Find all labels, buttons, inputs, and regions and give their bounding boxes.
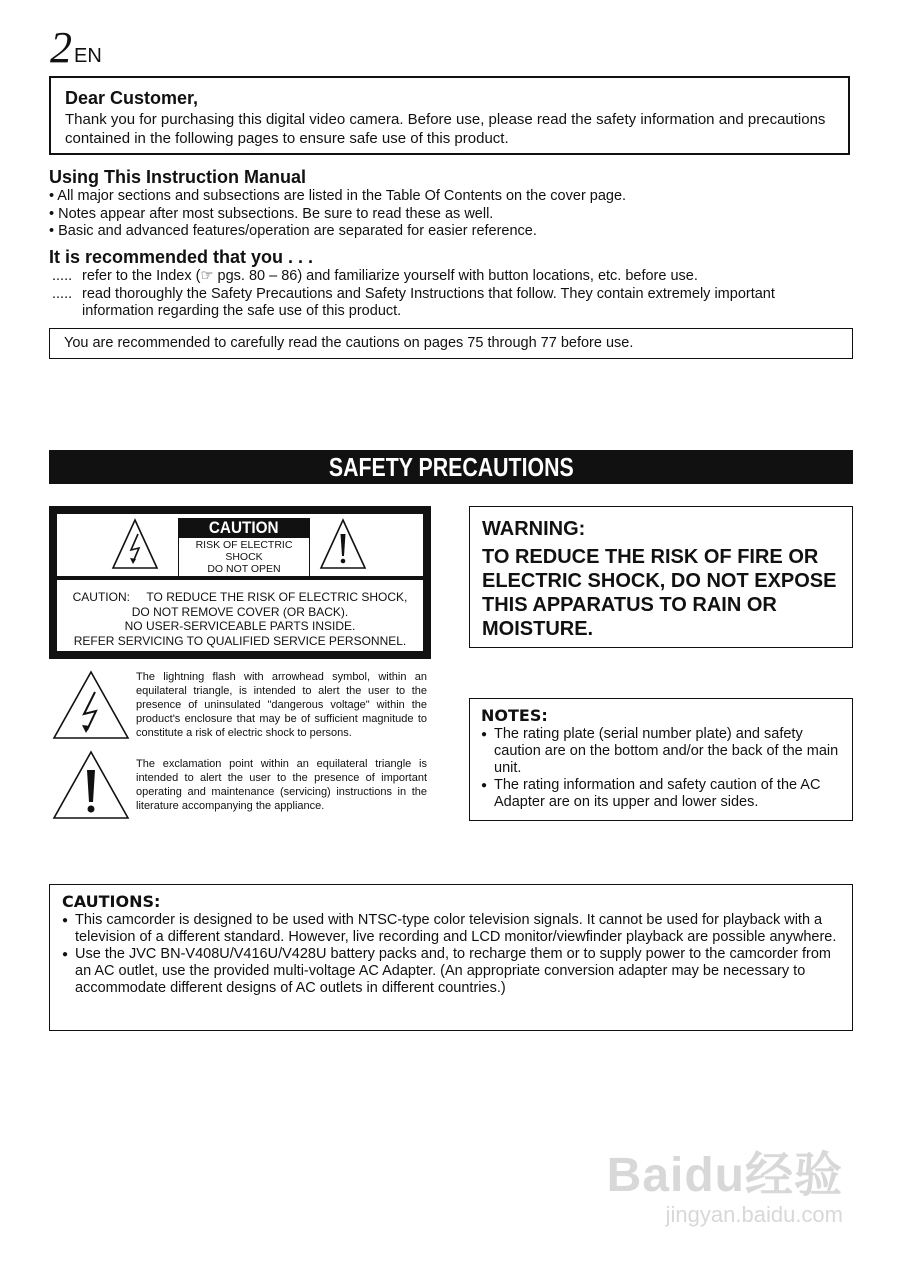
watermark-brand: Baidu经验 bbox=[606, 1149, 843, 1202]
cautions-pages-box: You are recommended to carefully read the cautions on pages 75 through 77 before use. bbox=[49, 328, 853, 359]
exclamation-triangle-icon bbox=[52, 750, 130, 820]
notes-heading: NOTES: bbox=[481, 706, 548, 725]
page-number bbox=[50, 23, 102, 72]
lightning-triangle-icon bbox=[52, 670, 130, 740]
warning-box bbox=[469, 506, 853, 648]
cautions-box bbox=[49, 884, 853, 1031]
caution-label bbox=[49, 506, 431, 659]
manual-heading: Using This Instruction Manual bbox=[49, 167, 307, 187]
recommended-item bbox=[49, 268, 853, 286]
recommended-item2-line1: read thoroughly the Safety Precautions and Safety Instructions that follow. They contain extremely important bbox=[82, 285, 775, 302]
caution-sub bbox=[178, 537, 310, 577]
caution-line1: CAUTION: TO REDUCE THE RISK OF ELECTRIC SHOCK, bbox=[72, 590, 408, 604]
dear-customer-box bbox=[49, 76, 850, 155]
caution-sub2: DO NOT OPEN bbox=[207, 563, 281, 575]
recommended-item bbox=[49, 286, 853, 304]
safety-precautions-banner bbox=[49, 450, 853, 484]
manual-item: • All major sections and subsections are listed in the Table Of Contents on the cover page. bbox=[49, 188, 627, 204]
dear-customer-text: Thank you for purchasing this digital video camera. Before use, please read the safety information and precautions contained in the following pages to ensure safe use of this product. bbox=[65, 111, 826, 147]
caution-title bbox=[178, 518, 310, 537]
dear-customer-heading: Dear Customer, bbox=[65, 88, 199, 108]
lightning-triangle-icon bbox=[111, 518, 159, 570]
exclamation-triangle-icon bbox=[319, 518, 367, 570]
notes-box bbox=[469, 698, 853, 821]
watermark bbox=[607, 1150, 843, 1228]
caution-label-top bbox=[57, 514, 423, 576]
manual-section bbox=[49, 167, 853, 241]
pointing-hand-icon: ☞ bbox=[200, 268, 214, 284]
manual-item: • Basic and advanced features/operation are separated for easier reference. bbox=[49, 223, 537, 239]
notes-item: ● The rating plate (serial number plate) and safety caution are on the bottom and/or the back of the main unit. bbox=[481, 726, 841, 777]
banner-title: SAFETY PRECAUTIONS bbox=[328, 452, 574, 482]
cautions-heading: CAUTIONS: bbox=[62, 892, 161, 911]
recommended-item2-line2: information regarding the safe use of this product. bbox=[82, 303, 402, 319]
watermark-url: jingyan.baidu.com bbox=[665, 1202, 843, 1227]
caution-line3: NO USER-SERVICEABLE PARTS INSIDE. bbox=[124, 619, 356, 633]
recommended-item1-b: pgs. 80 – 86) and familiarize yourself with button locations, etc. before use. bbox=[213, 268, 698, 284]
page-language: EN bbox=[74, 45, 102, 67]
page-number-value: 2 bbox=[50, 23, 72, 72]
dots-leader: ..... bbox=[52, 268, 73, 284]
lightning-symbol-text: The lightning flash with arrowhead symbol, within an equilateral triangle, is intended to alert the user to the presence of uninsulated "dangerous voltage" within the product's enclosure that may be of sufficient magnitude to constitute a risk of electric shock to persons. bbox=[136, 671, 427, 739]
caution-line2: DO NOT REMOVE COVER (OR BACK). bbox=[131, 604, 349, 619]
caution-sub1: RISK OF ELECTRIC SHOCK bbox=[195, 539, 293, 563]
warning-text: TO REDUCE THE RISK OF FIRE OR ELECTRIC SHOCK, DO NOT EXPOSE THIS APPARATUS TO RAIN OR MOISTURE. bbox=[482, 546, 837, 640]
recommended-section bbox=[49, 247, 853, 321]
cautions-item: ● Use the JVC BN-V408U/V416U/V428U battery packs and, to recharge them or to supply power to the camcorder from an AC outlet, use the provided multi-voltage AC Adapter. (An appropriate conversion adapter may be necessary to accommodate different designs of AC outlets in different countries.) bbox=[62, 946, 840, 997]
cautions-item: ● This camcorder is designed to be used with NTSC-type color television signals. It cannot be used for playback with a television of a different standard. However, live recording and LCD monitor/viewfinder playback are possible anywhere. bbox=[62, 912, 840, 946]
recommended-item1-a: refer to the Index ( bbox=[82, 268, 201, 284]
warning-title: WARNING: bbox=[482, 518, 586, 540]
caution-line4: REFER SERVICING TO QUALIFIED SERVICE PERSONNEL. bbox=[73, 633, 407, 648]
caution-badge bbox=[178, 518, 310, 575]
caution-label-bottom bbox=[57, 580, 423, 651]
recommended-heading: It is recommended that you . . . bbox=[49, 247, 314, 267]
dots-leader: ..... bbox=[52, 285, 73, 302]
exclamation-symbol-text: The exclamation point within an equilateral triangle is intended to alert the user to the presence of important operating and maintenance (servicing) instructions in the literature accompanying the appliance. bbox=[136, 758, 427, 812]
manual-item: • Notes appear after most subsections. Be sure to read these as well. bbox=[49, 205, 494, 222]
caution-title-text: CAUTION bbox=[209, 518, 279, 537]
notes-item: ● The rating information and safety caution of the AC Adapter are on its upper and lower sides. bbox=[481, 777, 841, 811]
